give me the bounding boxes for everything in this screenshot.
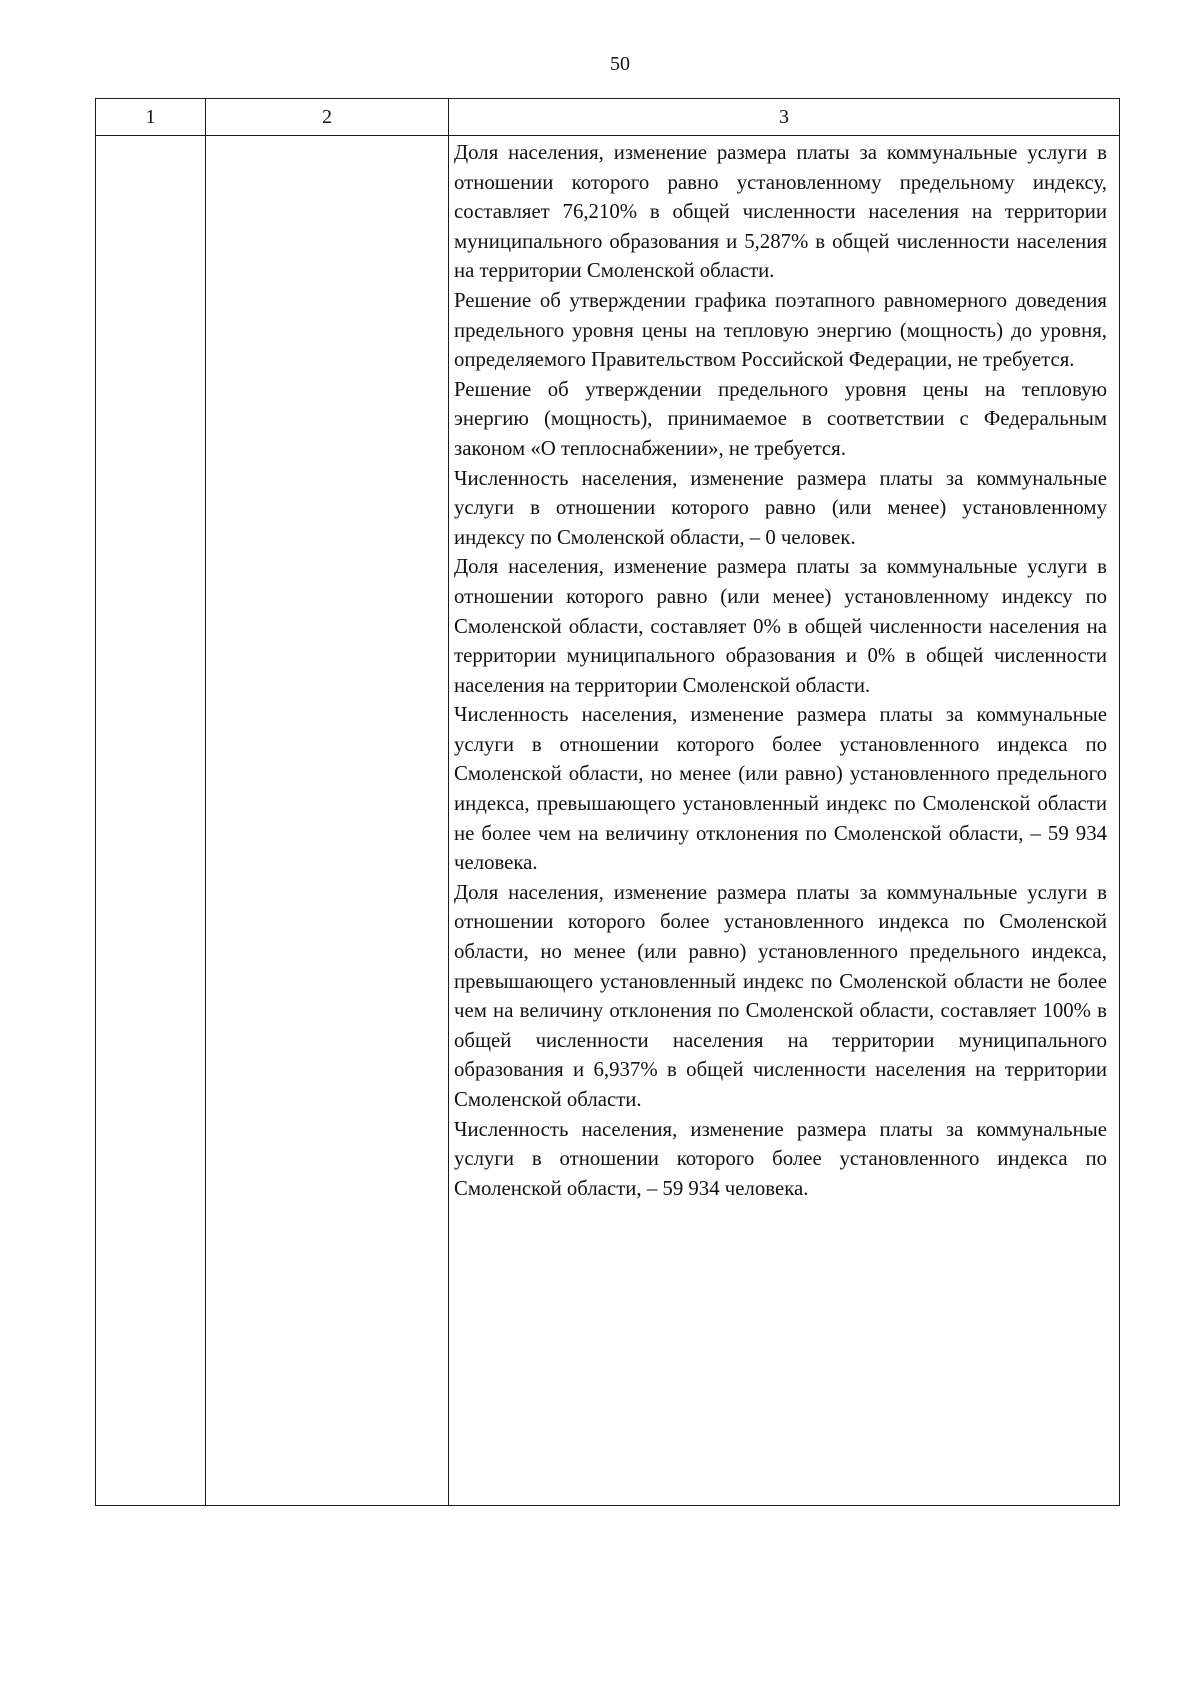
column-header-2: 2 — [206, 99, 449, 136]
paragraph-schedule-decision: Решение об утверждении графика поэтапного равномерного доведения предельного уровня цены на тепловую энергию (мощность) до уровня, определяемого Правительством Российской Федерации, не требуется. — [454, 288, 1107, 372]
table-header-row — [96, 99, 1120, 136]
paragraph-population-count-within-deviation: Численность населения, изменение размера платы за коммунальные услуги в отношении которого более установленного индекса по Смоленской области, но менее (или равно) установленного предельного индекса, превышающего установленный индекс по Смоленской области не более чем на величину отклонения по Смоленской области, – 59 934 человека. — [454, 703, 1107, 875]
paragraph-population-share-equal-limit: Доля населения, изменение размера платы за коммунальные услуги в отношении которого равно установленному предельному индексу, составляет 76,210% в общей численности населения на территории муниципального образования и 5,287% в общей численности населения на территории Смоленской области. — [454, 141, 1107, 283]
document-table — [95, 98, 1120, 1506]
paragraph-population-count-above-index: Численность населения, изменение размера платы за коммунальные услуги в отношении которого более установленного индекса по Смоленской области, – 59 934 человека. — [454, 1117, 1107, 1200]
paragraph-population-share-equal-or-less: Доля населения, изменение размера платы за коммунальные услуги в отношении которого равно (или менее) установленному индексу по Смоленской области, составляет 0% в общей численности населения на территории муниципального образования и 0% в общей численности населения на территории Смоленской области. — [454, 555, 1107, 697]
column-header-1: 1 — [96, 99, 206, 136]
table-row — [96, 136, 1120, 1506]
paragraph-population-count-equal-or-less: Численность населения, изменение размера платы за коммунальные услуги в отношении которого равно (или менее) установленному индексу по Смоленской области, – 0 человек. — [454, 466, 1107, 549]
page-number: 50 — [610, 53, 630, 75]
column-1-cell — [96, 136, 206, 1506]
column-header-3: 3 — [449, 99, 1120, 136]
paragraph-population-share-within-deviation: Доля населения, изменение размера платы за коммунальные услуги в отношении которого более установленного индекса по Смоленской области, но менее (или равно) установленного предельного индекса, превышающего установленный индекс по Смоленской области не более чем на величину отклонения по Смоленской области, составляет 100% в общей численности населения на территории муниципального образования и 6,937% в общей численности населения на территории Смоленской области. — [454, 880, 1107, 1111]
column-3-cell — [449, 136, 1120, 1506]
paragraph-price-limit-decision: Решение об утверждении предельного уровня цены на тепловую энергию (мощность), принимаемое в соответствии с Федеральным законом «О теплоснабжении», не требуется. — [454, 377, 1107, 460]
column-2-cell — [206, 136, 449, 1506]
